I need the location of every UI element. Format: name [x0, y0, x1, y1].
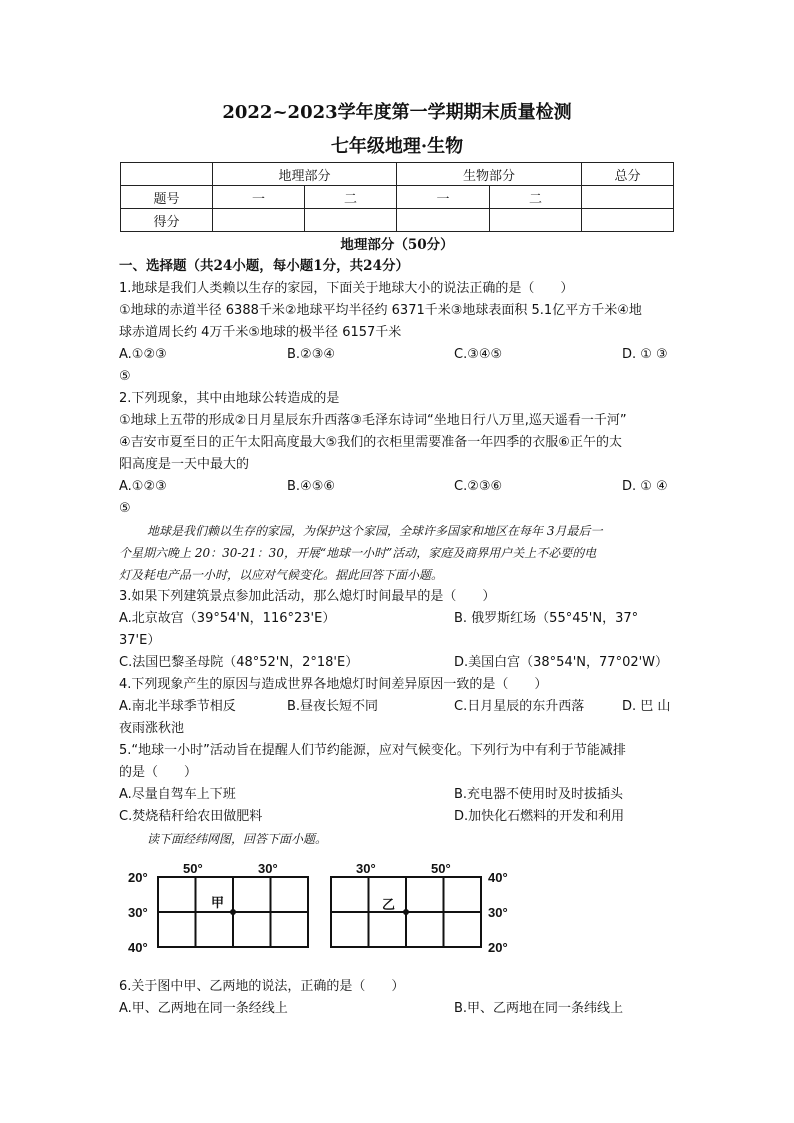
right-lon-label: 50° [431, 861, 451, 876]
score-label: 得分 [121, 209, 213, 232]
q1-statement-line: 球赤道周长约 4万千米⑤地球的极半径 6157千米 [119, 325, 402, 340]
geo-q2-score [305, 209, 397, 232]
q5-option-c: C.焚烧秸秆给农田做肥料 [119, 809, 263, 824]
q2-option-d-cont: ⑤ [119, 501, 131, 516]
point-jia-dot [230, 909, 236, 915]
geo-part-header: 地理部分 [213, 163, 397, 186]
total-header: 总分 [582, 163, 674, 186]
q3-option-b-cont: 37'E） [119, 633, 161, 648]
score-table-corner [121, 163, 213, 186]
point-yi-label: 乙 [382, 897, 396, 912]
total-q-cell [582, 186, 674, 209]
bio-q2-score [490, 209, 582, 232]
part-one-heading: 一、选择题（共24小题，每小题1分，共24分） [119, 258, 409, 274]
q6-option-a: A.甲、乙两地在同一条经线上 [119, 1001, 288, 1016]
q4-option-b: B.昼夜长短不同 [287, 699, 379, 714]
section-header: 地理部分（50分） [340, 237, 454, 253]
q5-stem-cont: 的是（ ） [119, 765, 198, 780]
bio-q1-score [397, 209, 490, 232]
q6-option-b: B.甲、乙两地在同一条纬线上 [454, 1001, 624, 1016]
q2-statement-line: 阳高度是一天中最大的 [119, 457, 250, 472]
right-lon-label: 30° [356, 861, 376, 876]
left-lat-top-label: 20° [128, 870, 148, 885]
question-number-label: 题号 [121, 186, 213, 209]
q3-option-a: A.北京故宫（39°54'N，116°23'E） [119, 611, 336, 626]
q2-option-a: A.①②③ [119, 479, 167, 494]
q5-option-d: D.加快化石燃料的开发和利用 [454, 809, 625, 824]
left-lon-label: 50° [183, 861, 203, 876]
q2-statement-line: ①地球上五带的形成②日月星辰东升西落③毛泽东诗词“坐地日行八万里,巡天遥看一千河” [119, 413, 627, 428]
q4-option-d-cont: 夜雨涨秋池 [119, 721, 185, 736]
q2-option-c: C.②③⑥ [454, 479, 503, 494]
score-table [120, 162, 674, 232]
total-score [582, 209, 674, 232]
q5-stem: 5.“地球一小时”活动旨在提醒人们节约能源，应对气候变化。下列行为中有利于节能减排 [119, 743, 626, 758]
graticule-figure [128, 860, 528, 965]
q2-option-b: B.④⑤⑥ [287, 479, 336, 494]
q4-option-d: D. 巴 山 [622, 699, 671, 714]
left-lon-label: 30° [258, 861, 278, 876]
q3-option-d: D.美国白宫（38°54'N，77°02'W） [454, 655, 669, 670]
q4-option-c: C.日月星辰的东升西落 [454, 699, 585, 714]
score-table-header-row [121, 163, 674, 186]
q5-option-b: B.充电器不使用时及时拔插头 [454, 787, 624, 802]
bio-q2-cell: 二 [490, 186, 582, 209]
geo-q1-cell: 一 [213, 186, 305, 209]
q2-option-d: D. ① ④ [622, 479, 668, 494]
exam-subtitle: 七年级地理·生物 [330, 136, 464, 157]
right-lat-mid-label: 30° [488, 905, 508, 920]
point-jia-label: 甲 [211, 895, 225, 910]
q4-stem: 4.下列现象产生的原因与造成世界各地熄灯时间差异原因一致的是（ ） [119, 677, 548, 692]
geo-q1-score [213, 209, 305, 232]
passage-line: 地球是我们赖以生存的家园，为保护这个家园，全球许多国家和地区在每年 3月最后一 [147, 524, 603, 538]
q1-option-d: D. ① ③ [622, 347, 668, 362]
q3-option-c: C.法国巴黎圣母院（48°52'N，2°18'E） [119, 655, 359, 670]
right-lat-bot-label: 20° [488, 940, 508, 955]
left-lat-mid-label: 30° [128, 905, 148, 920]
geo-q2-cell: 二 [305, 186, 397, 209]
q1-option-a: A.①②③ [119, 347, 167, 362]
bio-q1-cell: 一 [397, 186, 490, 209]
q4-option-a: A.南北半球季节相反 [119, 699, 236, 714]
point-yi-dot [403, 909, 409, 915]
passage-line: 灯及耗电产品一小时，以应对气候变化。据此回答下面小题。 [119, 568, 444, 582]
right-graticule [331, 861, 508, 955]
left-lat-bot-label: 40° [128, 940, 148, 955]
right-lat-top-label: 40° [488, 870, 508, 885]
score-table-score-row [121, 209, 674, 232]
q1-stem: 1.地球是我们人类赖以生存的家园，下面关于地球大小的说法正确的是（ ） [119, 281, 574, 296]
score-table-question-row [121, 186, 674, 209]
q3-option-b: B. 俄罗斯红场（55°45'N，37° [454, 611, 639, 626]
q5-option-a: A.尽量自驾车上下班 [119, 787, 236, 802]
q1-option-d-cont: ⑤ [119, 369, 131, 384]
bio-part-header: 生物部分 [397, 163, 582, 186]
exam-title: 2022~2023学年度第一学期期末质量检测 [222, 102, 572, 123]
q3-stem: 3.如果下列建筑景点参加此活动，那么熄灯时间最早的是（ ） [119, 589, 496, 604]
q6-stem: 6.关于图中甲、乙两地的说法，正确的是（ ） [119, 979, 405, 994]
passage-line: 个星期六晚上 20：30-21：30，开展“地球一小时”活动，家庭及商界用户关上不必要的电 [119, 546, 597, 560]
passage-figure-intro: 读下面经纬网图，回答下面小题。 [147, 832, 328, 846]
left-graticule [128, 861, 308, 955]
q1-option-c: C.③④⑤ [454, 347, 503, 362]
q1-option-b: B.②③④ [287, 347, 336, 362]
q1-statement-line: ①地球的赤道半径 6388千米②地球平均半径约 6371千米③地球表面积 5.1亿平方千米④地 [119, 303, 642, 318]
q2-statement-line: ④吉安市夏至日的正午太阳高度最大⑤我们的衣柜里需要准备一年四季的衣服⑥正午的太 [119, 435, 622, 450]
q2-stem: 2.下列现象，其中由地球公转造成的是 [119, 391, 340, 406]
